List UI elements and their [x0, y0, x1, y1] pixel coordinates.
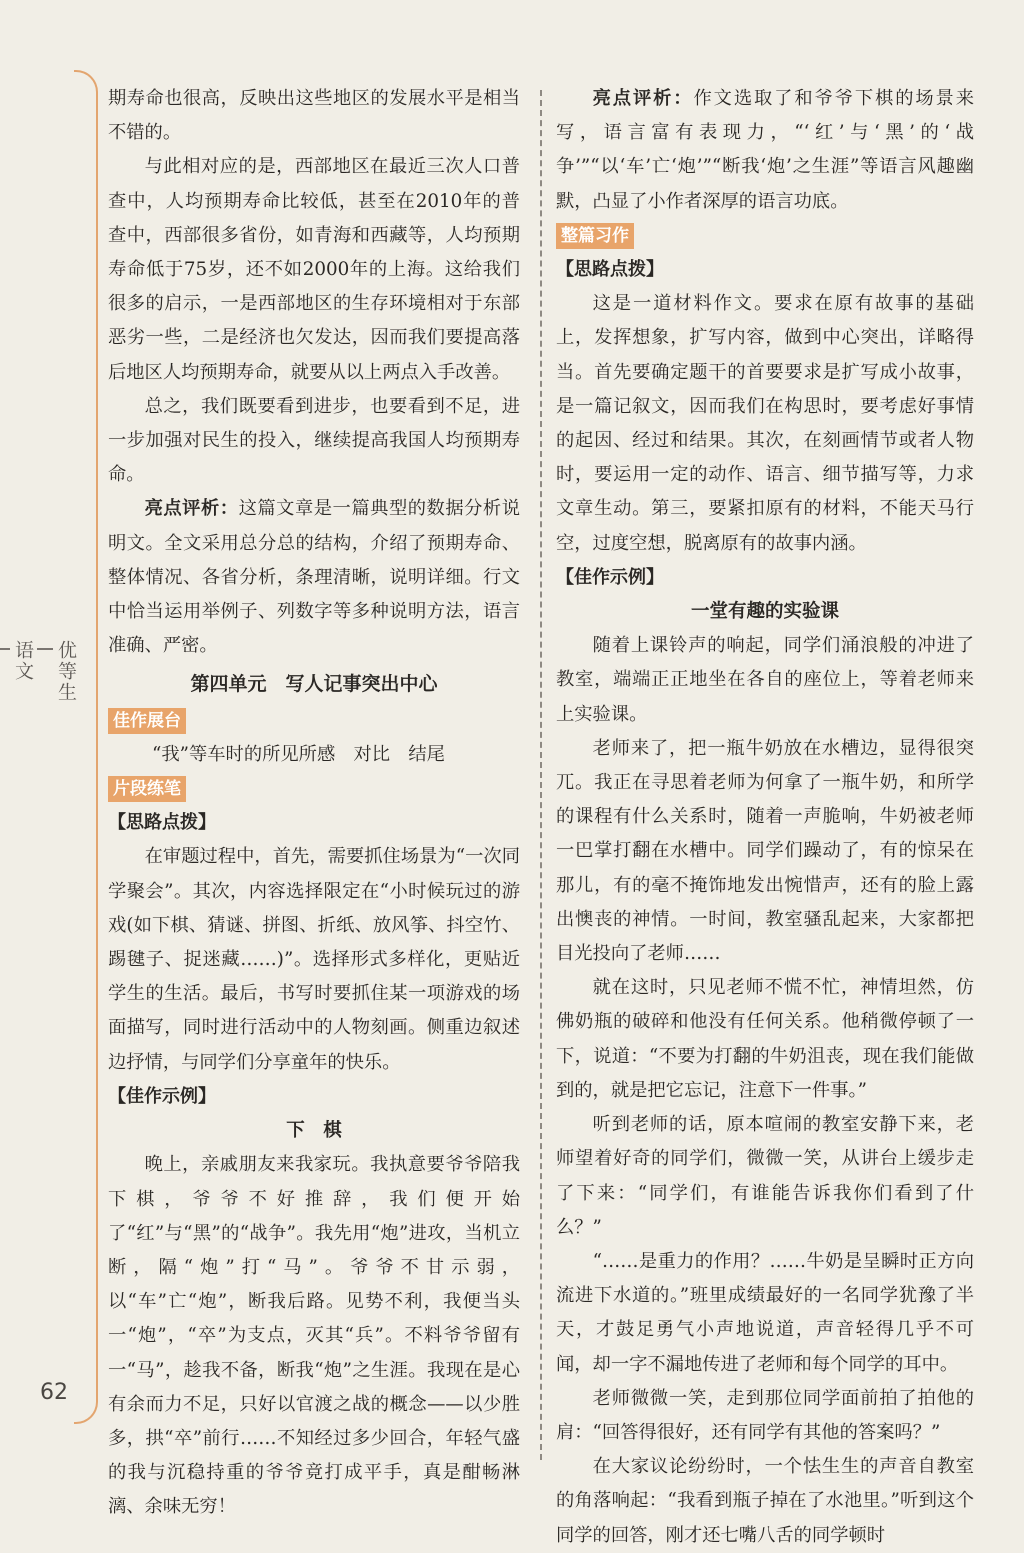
essay-paragraph: 听到老师的话，原本喧闹的教室安静下来，老师望着好奇的同学们，微微一笑，从讲台上缓步走了下来：“同学们，有谁能告诉我你们看到了什么？” [556, 1114, 974, 1238]
essay-title: 下 棋 [286, 1120, 342, 1142]
example-heading: 【佳作示例】 [108, 1085, 216, 1107]
side-separator [0, 648, 10, 650]
page-number: 62 [40, 1380, 68, 1405]
paragraph: 与此相对应的是，西部地区在最近三次人口普查中，人均预期寿命比较低，甚至在2010年的普查中，西部很多省份，如青海和西藏等，人均预期寿命低于75岁，还不如2000年的上海。这给我们很多的启示，一是西部地区的生存环境相对于东部恶劣一些，二是经济也欠发达，因而我们要提高落后地区人均预期寿命，就要从以上两点入手改善。 [108, 156, 520, 383]
section-tag: 整篇习作 [556, 223, 634, 249]
essay-title: 一堂有趣的实验课 [690, 601, 839, 623]
showcase-items: “我”等车时的所见所感 对比 结尾 [152, 743, 445, 765]
essay-paragraph: 在大家议论纷纷时，一个怯生生的声音自教室的角落响起：“我看到瓶子掉在了水池里。”听到这个同学的回答，刚才还七嘴八舌的同学顿时 [556, 1456, 974, 1546]
highlight-review [108, 492, 520, 663]
idea-heading: 【思路点拨】 [108, 812, 216, 834]
left-column [108, 82, 520, 1525]
column-divider [540, 90, 542, 1460]
idea-text: 在审题过程中，首先，需要抓住场景为“一次同学聚会”。其次，内容选择限定在“小时候玩过的游戏(如下棋、猜谜、拼图、折纸、放风筝、抖空竹、踢毽子、捉迷藏……)”。选择形式多样化，更贴近学生的生活。最后，书写时要抓住某一项游戏的场面描写，同时进行活动中的人物刻画。侧重边叙述边抒情，与同学们分享童年的快乐。 [108, 846, 520, 1073]
right-column [556, 82, 974, 1553]
subject-label: 语文 [12, 640, 34, 682]
essay-paragraph: 老师微微一笑，走到那位同学面前拍了拍他的肩：“回答得很好，还有同学有其他的答案吗？” [556, 1387, 974, 1443]
side-label [12, 640, 80, 767]
brand-label: 优等生 [55, 640, 77, 703]
essay-paragraph: 就在这时，只见老师不慌不忙，神情坦然，仿佛奶瓶的破碎和他没有任何关系。他稍微停顿了一下，说道：“不要为打翻的牛奶沮丧，现在我们能做到的，就是把它忘记，注意下一件事。” [556, 977, 974, 1101]
essay-paragraph: 老师来了，把一瓶牛奶放在水槽边，显得很突兀。我正在寻思着老师为何拿了一瓶牛奶，和所学的课程有什么关系时，随着一声脆响，牛奶被老师一巴掌打翻在水槽中。同学们躁动了，有的惊呆在那儿，有的毫不掩饰地发出惋惜声，还有的脸上露出懊丧的神情。一时间，教室骚乱起来，大家都把目光投向了老师…… [556, 737, 974, 965]
idea-heading: 【思路点拨】 [556, 259, 664, 281]
highlight-text: 作文选取了和爷爷下棋的场景来写，语言富有表现力，“‘红’与‘黑’的‘战争’”“以‘车’亡‘炮’”“断我‘炮’之生涯”等语言风趣幽默，凸显了小作者深厚的语言功底。 [556, 88, 975, 212]
paragraph: 期寿命也很高，反映出这些地区的发展水平是相当不错的。 [108, 88, 520, 144]
highlight-label: 亮点评析： [592, 88, 694, 109]
side-separator [37, 648, 53, 650]
essay-paragraph: “……是重力的作用？……牛奶是呈瞬时正方向流进下水道的。”班里成绩最好的一名同学犹豫了半天，才鼓足勇气小声地说道，声音轻得几乎不可闻，却一字不漏地传进了老师和每个同学的耳中。 [556, 1250, 974, 1375]
idea-text: 这是一道材料作文。要求在原有故事的基础上，发挥想象，扩写内容，做到中心突出，详略得当。首先要确定题干的首要要求是扩写成小故事，是一篇记叙文，因而我们在构思时，要考虑好事情的起因、经过和结果。其次，在刻画情节或者人物时，要运用一定的动作、语言、细节描写等，力求文章生动。第三，要紧扣原有的材料，不能天马行空，过度空想，脱离原有的故事内涵。 [556, 293, 974, 554]
highlight-review [556, 82, 974, 219]
essay-paragraph: 随着上课铃声的响起，同学们涌浪般的冲进了教室，端端正正地坐在各自的座位上，等着老师来上实验课。 [556, 635, 974, 725]
unit-title: 第四单元 写人记事突出中心 [190, 673, 438, 696]
section-tag: 佳作展台 [108, 708, 186, 734]
section-tag: 片段练笔 [108, 776, 186, 802]
example-heading: 【佳作示例】 [556, 566, 664, 588]
highlight-text: 这篇文章是一篇典型的数据分析说明文。全文采用总分总的结构，介绍了预期寿命、整体情况、各省分析，条理清晰，说明详细。行文中恰当运用举例子、列数字等多种说明方法，语言准确、严密。 [108, 498, 521, 657]
paragraph: 总之，我们既要看到进步，也要看到不足，进一步加强对民生的投入，继续提高我国人均预期寿命。 [108, 395, 520, 486]
highlight-label: 亮点评析： [144, 498, 239, 520]
essay-text: 晚上，亲戚朋友来我家玩。我执意要爷爷陪我下棋，爷爷不好推辞，我们便开始了“红”与“黑”的“战争”。我先用“炮”进攻，当机立断，隔“炮”打“马”。爷爷不甘示弱，以“车”亡“炮”，断我后路。见势不利，我便当头一“炮”，“卒”为支点，灭其“兵”。不料爷爷留有一“马”，趁我不备，断我“炮”之生涯。我现在是心有余而力不足，只好以官渡之战的概念——以少胜多，拱“卒”前行……不知经过多少回合，年轻气盛的我与沉稳持重的爷爷竟打成平手，真是酣畅淋漓、余味无穷！ [108, 1154, 520, 1518]
